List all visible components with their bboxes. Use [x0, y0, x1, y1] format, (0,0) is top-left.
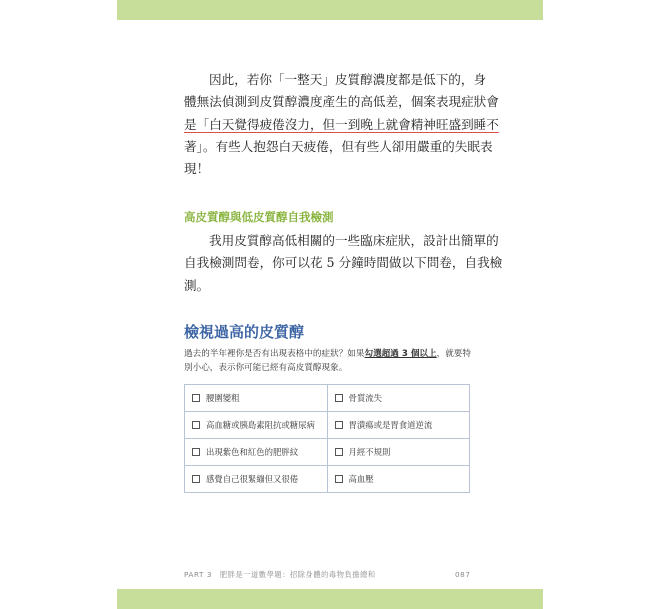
section-intro: [184, 347, 474, 375]
checklist-row: [185, 385, 470, 412]
page-number: 087: [455, 570, 471, 579]
intro-line2: 別小心，表示你可能已經有高皮質醇現象。: [184, 363, 348, 373]
symptom-checklist: [184, 384, 470, 493]
checklist-item[interactable]: 感覺自己很緊繃但又很倦: [185, 466, 328, 493]
top-color-band: [117, 0, 543, 20]
para1-line5: 現！: [184, 161, 210, 177]
para2-line2: 自我檢測問卷，你可以花 5 分鐘時間做以下問卷，自我檢: [184, 255, 503, 271]
intro-text-b: ，就要特: [436, 349, 471, 359]
checkbox-icon[interactable]: [192, 394, 200, 402]
checklist-row: [185, 412, 470, 439]
checkbox-icon[interactable]: [192, 421, 200, 429]
checkbox-icon[interactable]: [335, 421, 343, 429]
intro-text-a: 過去的半年裡你是否有出現表格中的症狀？如果: [184, 349, 365, 359]
checklist-item[interactable]: 出現紫色和紅色的肥胖紋: [185, 439, 328, 466]
subheading-self-test: 高皮質醇與低皮質醇自我檢測: [184, 210, 334, 224]
checklist-item[interactable]: 腰圍變粗: [185, 385, 328, 412]
checkbox-icon[interactable]: [335, 475, 343, 483]
checkbox-icon[interactable]: [192, 475, 200, 483]
checklist-item[interactable]: 骨質流失: [327, 385, 470, 412]
section-title: 檢視過高的皮質醇: [184, 323, 305, 341]
para1-line3: 是「白天覺得疲倦沒力，但一到晚上就會精神旺盛到睡不: [184, 116, 499, 132]
checklist-item[interactable]: 胃潰瘍或是胃食道逆流: [327, 412, 470, 439]
paragraph-cortisol-low: [184, 69, 499, 180]
paragraph-self-test: [184, 230, 503, 297]
checkbox-icon[interactable]: [192, 448, 200, 456]
checkbox-icon[interactable]: [335, 448, 343, 456]
para2-line3: 測。: [184, 277, 210, 293]
bottom-color-band: [117, 589, 543, 609]
checklist-item[interactable]: 高血壓: [327, 466, 470, 493]
para1-line4: 著」。有些人抱怨白天疲倦，但有些人卻用嚴重的失眠表: [184, 138, 493, 154]
checklist-row: [185, 466, 470, 493]
checkbox-icon[interactable]: [335, 394, 343, 402]
checklist-item[interactable]: 高血糖或胰島素阻抗或糖尿病: [185, 412, 328, 439]
para2-line1: 我用皮質醇高低相關的一些臨床症狀，設計出簡單的: [209, 233, 499, 248]
checklist-row: [185, 439, 470, 466]
para1-line1: 因此，若你「一整天」皮質醇濃度都是低下的，身: [209, 72, 487, 87]
checklist-item[interactable]: 月經不規則: [327, 439, 470, 466]
para1-line2: 體無法偵測到皮質醇濃度產生的高低差，個案表現症狀會: [184, 94, 499, 110]
intro-emphasis: 勾選超過 3 個以上: [364, 349, 437, 359]
running-footer: PART 3 肥胖是一道數學題：招除身體的毒物負擔總和: [184, 570, 376, 579]
